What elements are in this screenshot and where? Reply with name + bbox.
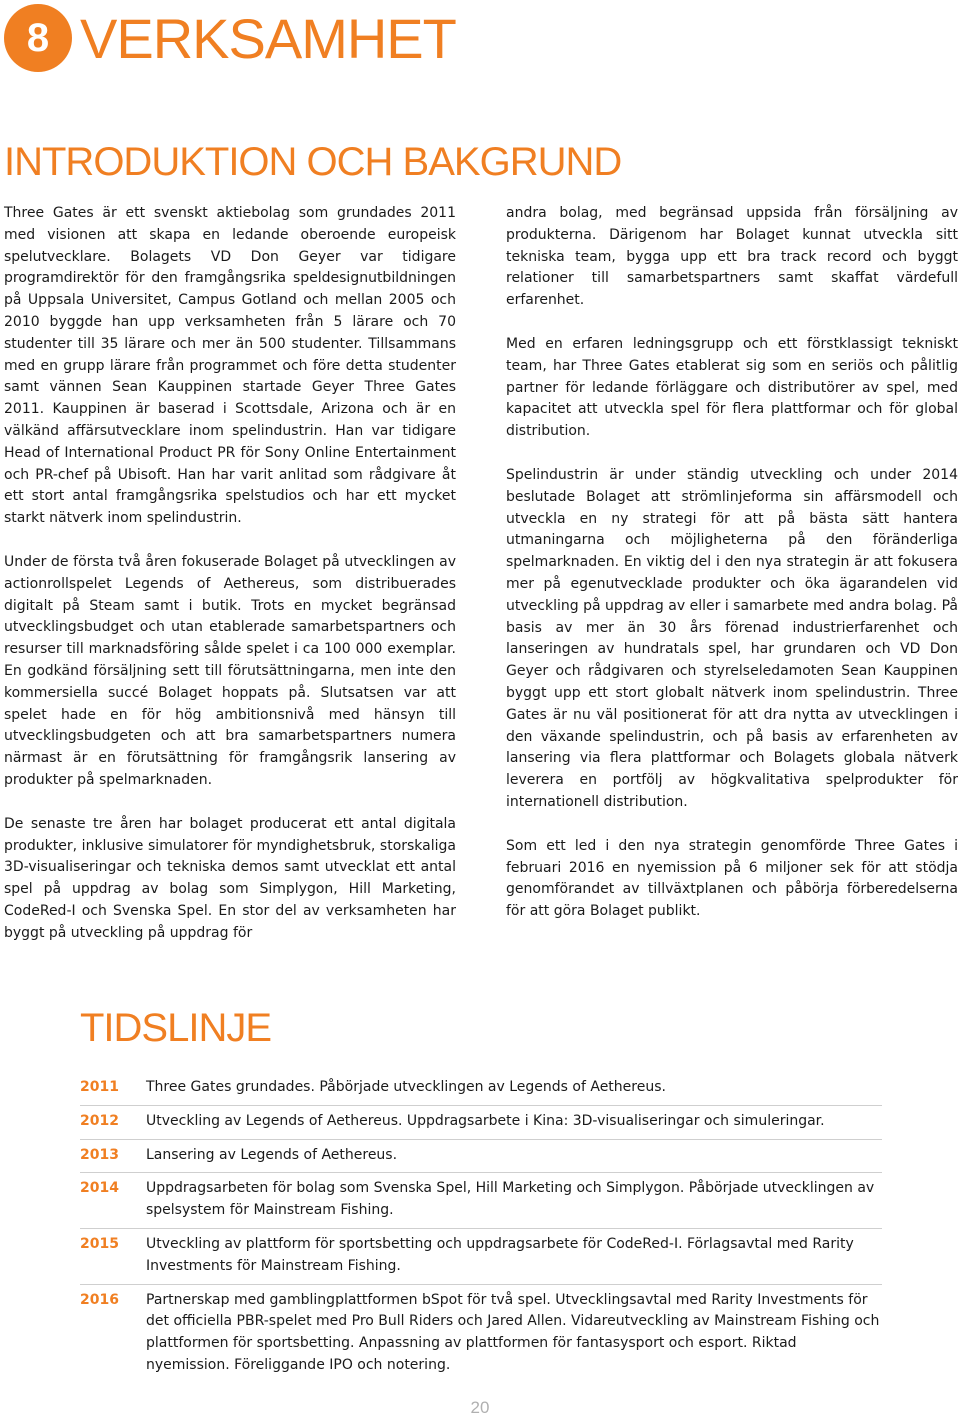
right-text-column [506, 203, 958, 945]
timeline-year: 2013 [80, 1146, 119, 1163]
page-number: 20 [470, 1398, 490, 1417]
timeline-row [80, 1072, 882, 1106]
timeline-description: Uppdragsarbeten för bolag som Svenska Spel, Hill Marketing och Simplygon. Påbörjade utvecklingen av spelsystem för Mainstream Fishing. [146, 1180, 875, 1219]
timeline-description: Utveckling av Legends of Aethereus. Uppdragsarbete i Kina: 3D-visualiseringar och simuleringar. [146, 1112, 825, 1129]
timeline-year: 2011 [80, 1079, 119, 1095]
timeline-row [80, 1173, 882, 1229]
paragraph: Three Gates är ett svenskt aktiebolag som grundades 2011 med visionen att skapa en ledande oberoende europeisk spelutvecklare. Bolagets VD Don Geyer var tidigare programdirektör för den framgångsrika speldesignutbildningen på Uppsala Universitet, Campus Gotland och mellan 2005 och 2010 byggde han upp verksamheten från 5 lärare och 70 studenter till 35 lärare och mer än 500 studenter. Tillsammans med en grupp lärare från programmet och före detta studenter samt vännen Sean Kauppinen startade Geyer Three Gates 2011. Kauppinen är baserad i Scottsdale, Arizona och är en välkänd affärsutvecklare inom spelindustrin. Han var tidigare Head of International Product PR för Sony Online Entertainment och PR-chef på Ubisoft. Han har varit anlitad som rådgivare åt ett stort antal framgångsrika spelstudios och har ett mycket starkt nätverk inom spelindustrin. [4, 205, 456, 527]
paragraph: De senaste tre åren har bolaget producerat ett antal digitala produkter, inklusive simulatorer för myndighetsbruk, storskaliga 3D-visualiseringar och tekniska demos samt utvecklat ett antal spel på uppdrag av bolag som Simplygon, Hill Marketing, CodeRed-I och Svenska Spel. En stor del av verksamheten har byggt på utveckling på uppdrag för [4, 815, 456, 941]
paragraph: Med en erfaren ledningsgrupp och ett förstklassigt tekniskt team, har Three Gates etablerat sig som en seriös och pålitlig partner för ledande förläggare och distributörer av spel, med kapacitet att utveckla spel för flera plattformar och för global distribution. [506, 335, 958, 440]
paragraph: Som ett led i den nya strategin genomförde Three Gates i februari 2016 en nyemission på 6 miljoner sek för att stödja genomförandet av tillväxtplanen och påbörja förberedelserna för att göra Bolaget publikt. [506, 837, 958, 920]
timeline-title: TIDSLINJE [80, 1006, 272, 1050]
timeline-description: Utveckling av plattform för sportsbetting och uppdragsarbete för CodeRed-I. Förlagsavtal med Rarity Investments för Mainstream Fishing. [146, 1235, 854, 1274]
timeline-row [80, 1229, 882, 1285]
timeline-year: 2012 [80, 1112, 119, 1129]
paragraph: andra bolag, med begränsad uppsida från försäljning av produkterna. Därigenom har Bolaget kunnat utveckla sitt tekniska team, bygga upp ett bra track record och byggt relationer till samarbetspartners samt skaffat värdefull erfarenhet. [506, 205, 958, 309]
timeline-table [80, 1072, 882, 1383]
timeline-description: Three Gates grundades. Påbörjade utvecklingen av Legends of Aethereus. [146, 1079, 666, 1095]
chapter-title: VERKSAMHET [80, 7, 456, 70]
timeline-description: Lansering av Legends of Aethereus. [146, 1146, 398, 1163]
section-title: INTRODUKTION OCH BAKGRUND [4, 140, 622, 184]
timeline-row [80, 1106, 882, 1140]
timeline-year: 2014 [80, 1180, 119, 1197]
timeline-row [80, 1140, 882, 1174]
timeline-year: 2015 [80, 1235, 119, 1252]
chapter-number-badge [4, 4, 72, 72]
timeline-row [80, 1285, 882, 1383]
timeline-year: 2016 [80, 1291, 119, 1308]
left-text-column [4, 203, 456, 967]
chapter-number: 8 [26, 15, 50, 60]
paragraph: Under de första två åren fokuserade Bolaget på utvecklingen av actionrollspelet Legends of Aethereus, som distribuerades digitalt på Steam samt i butik. Trots en mycket begränsad utvecklingsbudget och utan etablerade samarbetspartners och resurser till marknadsföring sålde spelet i ca 100 000 exemplar. En godkänd försäljning sett till förutsättningarna, men inte den kommersiella succé Bolaget hoppats på. Slutsatsen var att spelet hade en för hög ambitionsnivå med hänsyn till utvecklingsbudgeten och att bra samarbetspartners numera närmast är en förutsättning för framgångsrik lansering av produkter på spelmarknaden. [4, 553, 456, 788]
timeline-description: Partnerskap med gamblingplattformen bSpot för två spel. Utvecklingsavtal med Rarity Investments för det officiella PBR-spelet med Pro Bull Riders och Jared Allen. Vidareutveckling av Mainstream Fishing och plattformen för sportsbetting. Anpassning av plattformen för fantasysport och esport. Riktad nyemission. Föreliggande IPO och notering. [146, 1291, 880, 1373]
paragraph: Spelindustrin är under ständig utveckling och under 2014 beslutade Bolaget att strömlinjeforma sin affärsmodell och utveckla en ny strategi för att på bästa sätt hantera utmaningarna och möjligheterna på den föränderliga spelmarknaden. En viktig del i den nya strategin är att fokusera mer på egenutvecklade produkter och öka ägarandelen vid utveckling på uppdrag av eller i samarbete med andra bolag. På basis av mer än 30 års förenad industrierfarenhet och lanseringen av hundratals spel, har grundaren och VD Don Geyer och rådgivaren och styrelseledamoten Sean Kauppinen byggt upp ett stort globalt nätverk inom spelindustrin. Three Gates är nu väl positionerat för att dra nytta av utvecklingen i den växande spelindustrin, och på basis av erfarenheten av lansering via flera plattformar och Bolagets globala nätverk leverera en portfölj av högkvalitativa spelprodukter för internationell distribution. [506, 466, 958, 810]
